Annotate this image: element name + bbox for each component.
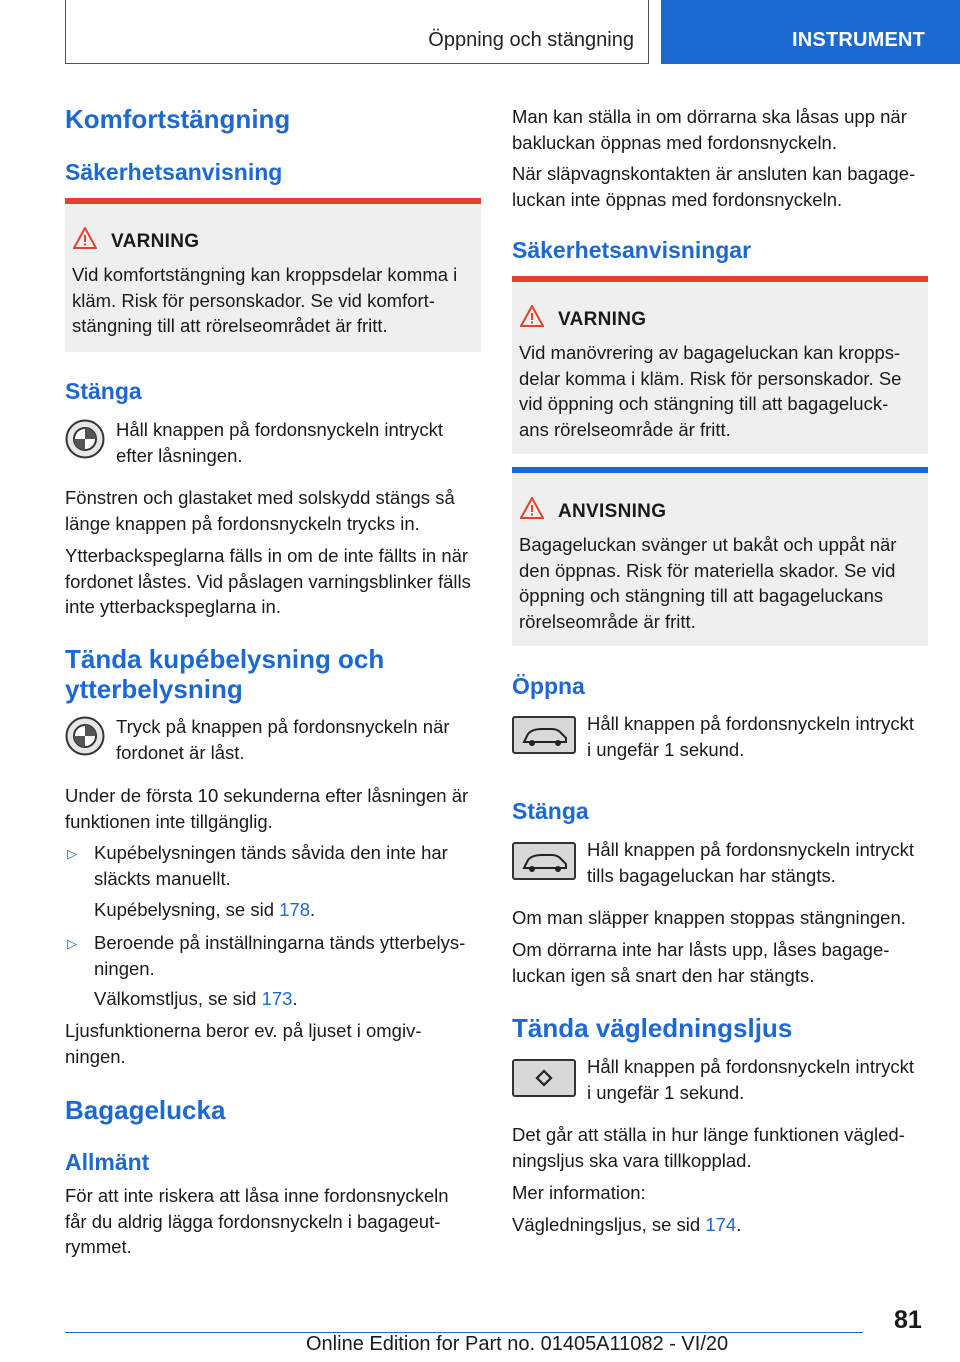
oppna-instruction: [587, 711, 914, 762]
text-line: rymmet.: [65, 1236, 132, 1257]
heading-stanga: Stänga: [65, 378, 142, 404]
instruction-line: Tryck på knappen på fordonsnyckeln när: [116, 716, 450, 737]
heading-tanda-vagledningsljus: Tända vägledningsljus: [512, 1013, 793, 1043]
text-line: Beroende på inställningarna tänds ytterbelys-: [94, 932, 466, 953]
text-line: Ytterbackspeglarna fälls in om de inte fällts in när: [65, 545, 469, 566]
paragraph-vagled-tid: [512, 1122, 905, 1173]
warning-line: stängning till att rörelseområdet är fritt.: [72, 315, 388, 336]
heading-komfortstangning: Komfortstängning: [65, 104, 291, 134]
warning-title: VARNING: [111, 231, 200, 252]
text-line: Om dörrarna inte har låsts upp, låses bagage-: [512, 939, 890, 960]
bullet-arrow-icon: ▷: [67, 846, 77, 861]
warning-triangle-icon: [520, 305, 544, 327]
header-chapter-tab[interactable]: [661, 0, 960, 64]
text-line: inte ytterbackspeglarna in.: [65, 596, 281, 617]
text-line: När släpvagnskontakten är ansluten kan bagage-: [512, 163, 916, 184]
text-line: Under de första 10 sekunderna efter låsningen är: [65, 785, 469, 806]
notice-box-bagage: [512, 467, 928, 646]
warning-title: VARNING: [558, 309, 647, 330]
paragraph-slapper: Om man släpper knappen stoppas stängningen.: [512, 907, 906, 928]
text-line: luckan inte öppnas med fordonsnyckeln.: [512, 188, 843, 210]
paragraph-sekunder: [65, 783, 468, 834]
header-section-tab: [65, 0, 649, 64]
notice-line: den öppnas. Risk för materiella skador. Se vid: [519, 559, 896, 581]
notice-line: Bagageluckan svänger ut bakåt och uppåt när: [519, 534, 897, 555]
text-line: ningen.: [65, 1045, 126, 1067]
text-line: fordonet låstes. Vid påslagen varningsblinker fälls: [65, 570, 471, 592]
stanga-instruction: [116, 417, 443, 468]
warning-line: Vid manövrering av bagageluckan kan kropps-: [519, 342, 901, 363]
ref-period: .: [292, 988, 298, 1009]
paragraph-dorrar-lasts: [512, 937, 889, 988]
notice-triangle-icon: [520, 497, 544, 519]
text-line: För att inte riskera att låsa inne fordonsnyckeln: [65, 1185, 449, 1206]
text-line: ningsljus ska vara tillkopplad.: [512, 1149, 752, 1171]
heading-stanga-bagage: Stänga: [512, 798, 589, 824]
text-line: Ljusfunktionerna beror ev. på ljuset i omgiv-: [65, 1020, 422, 1041]
key-fob-lock-icon: [65, 716, 105, 756]
text-line: ningen.: [94, 957, 155, 979]
text-line: släckts manuellt.: [94, 867, 231, 889]
instruction-line: efter låsningen.: [116, 444, 243, 466]
page-link-174[interactable]: 174: [705, 1214, 737, 1235]
tailgate-button-icon: [512, 842, 576, 880]
instruction-line: fordonet är låst.: [116, 741, 245, 763]
heading-sakerhetsanvisning: Säkerhetsanvisning: [65, 159, 283, 185]
warning-triangle-icon: [73, 227, 97, 249]
ref-period: .: [310, 899, 316, 920]
instruction-line: Håll knappen på fordonsnyckeln intryckt: [587, 839, 915, 860]
text-line: luckan igen så snart den har stängts.: [512, 964, 815, 986]
warning-line: ans rörelseområde är fritt.: [519, 418, 731, 440]
text-line: Kupébelysningen tänds såvida den inte har: [94, 842, 448, 863]
warning-line: delar komma i kläm. Risk för personskador. Se: [519, 367, 902, 389]
paragraph-fonster: [65, 485, 455, 536]
text-line: funktionen inte tillgänglig.: [65, 810, 273, 832]
warning-line: Vid komfortstängning kan kroppsdelar komma i: [72, 264, 458, 285]
text-line: Man kan ställa in om dörrarna ska låsas upp när: [512, 106, 907, 127]
warning-line: vid öppning och stängning till att bagageluck-: [519, 393, 889, 414]
heading-sakerhetsanvisningar: Säkerhetsanvisningar: [512, 237, 752, 263]
ref-valkomstljus: [94, 986, 298, 1012]
bullet-arrow-icon: ▷: [67, 936, 77, 951]
chapter-title: INSTRUMENT: [792, 29, 926, 51]
warning-line: kläm. Risk för personskador. Se vid komfort-: [72, 289, 435, 311]
instruction-line: i ungefär 1 sekund.: [587, 1081, 745, 1103]
text-line: Det går att ställa in hur länge funktionen vägled-: [512, 1124, 905, 1145]
heading-tanda-kupebelysning: [65, 644, 384, 704]
ref-text: Välkomstljus, se sid: [94, 988, 262, 1009]
vagled-instruction: [587, 1054, 914, 1105]
paragraph-ytterbackspeglar: [65, 543, 471, 620]
bullet-kupebelysning: [94, 840, 448, 891]
paragraph-ljusfunktioner: [65, 1018, 421, 1069]
ref-text: Kupébelysning, se sid: [94, 899, 280, 920]
warning-text: [519, 340, 920, 442]
notice-title: ANVISNING: [558, 501, 667, 522]
stanga-bagage-instruction: [587, 837, 914, 888]
warning-box-bagage: [512, 276, 928, 454]
heading-line: Tända kupébelysning och: [65, 644, 385, 674]
paragraph-dorrar: [512, 104, 907, 155]
footer-edition: Online Edition for Part no. 01405A11082 - VI/20: [306, 1333, 729, 1355]
section-title: Öppning och stängning: [428, 29, 634, 51]
text-line: länge knappen på fordonsnyckeln trycks in.: [65, 512, 420, 534]
instruction-line: tills bagageluckan har stängts.: [587, 864, 836, 886]
page-link-173[interactable]: 173: [261, 988, 293, 1009]
warning-text: [72, 262, 473, 339]
notice-text: [519, 532, 920, 634]
text-line: får du aldrig lägga fordonsnyckeln i bagageut-: [65, 1210, 441, 1232]
heading-line: ytterbelysning: [65, 674, 243, 704]
ref-vagledningsljus: [512, 1212, 741, 1238]
ref-kupebelysning: [94, 897, 315, 923]
ref-period: .: [736, 1214, 742, 1235]
heading-bagagelucka: Bagagelucka: [65, 1095, 226, 1125]
ref-text: Vägledningsljus, se sid: [512, 1214, 706, 1235]
instruction-line: Håll knappen på fordonsnyckeln intryckt: [116, 419, 444, 440]
text-line: Fönstren och glastaket med solskydd stängs så: [65, 487, 455, 508]
page-number: 81: [894, 1306, 922, 1334]
heading-oppna: Öppna: [512, 673, 585, 699]
instruction-line: i ungefär 1 sekund.: [587, 738, 745, 760]
notice-line: rörelseområde är fritt.: [519, 610, 696, 632]
tailgate-button-icon: [512, 716, 576, 754]
instruction-line: Håll knappen på fordonsnyckeln intryckt: [587, 1056, 915, 1077]
page-link-178[interactable]: 178: [279, 899, 310, 920]
text-line: bakluckan öppnas med fordonsnyckeln.: [512, 131, 837, 153]
tanda-instruction: [116, 714, 450, 765]
paragraph-allmant: [65, 1183, 449, 1260]
warning-box-komfort: [65, 198, 481, 352]
guide-light-button-icon: [512, 1059, 576, 1097]
notice-line: öppning och stängning till att bagageluckans: [519, 585, 884, 606]
instruction-line: Håll knappen på fordonsnyckeln intryckt: [587, 713, 915, 734]
paragraph-mer-information: Mer information:: [512, 1182, 646, 1203]
key-fob-lock-icon: [65, 419, 105, 459]
heading-allmant: Allmänt: [65, 1149, 150, 1175]
paragraph-slapvagn: [512, 161, 915, 212]
bullet-ytterbelysning: [94, 930, 465, 981]
